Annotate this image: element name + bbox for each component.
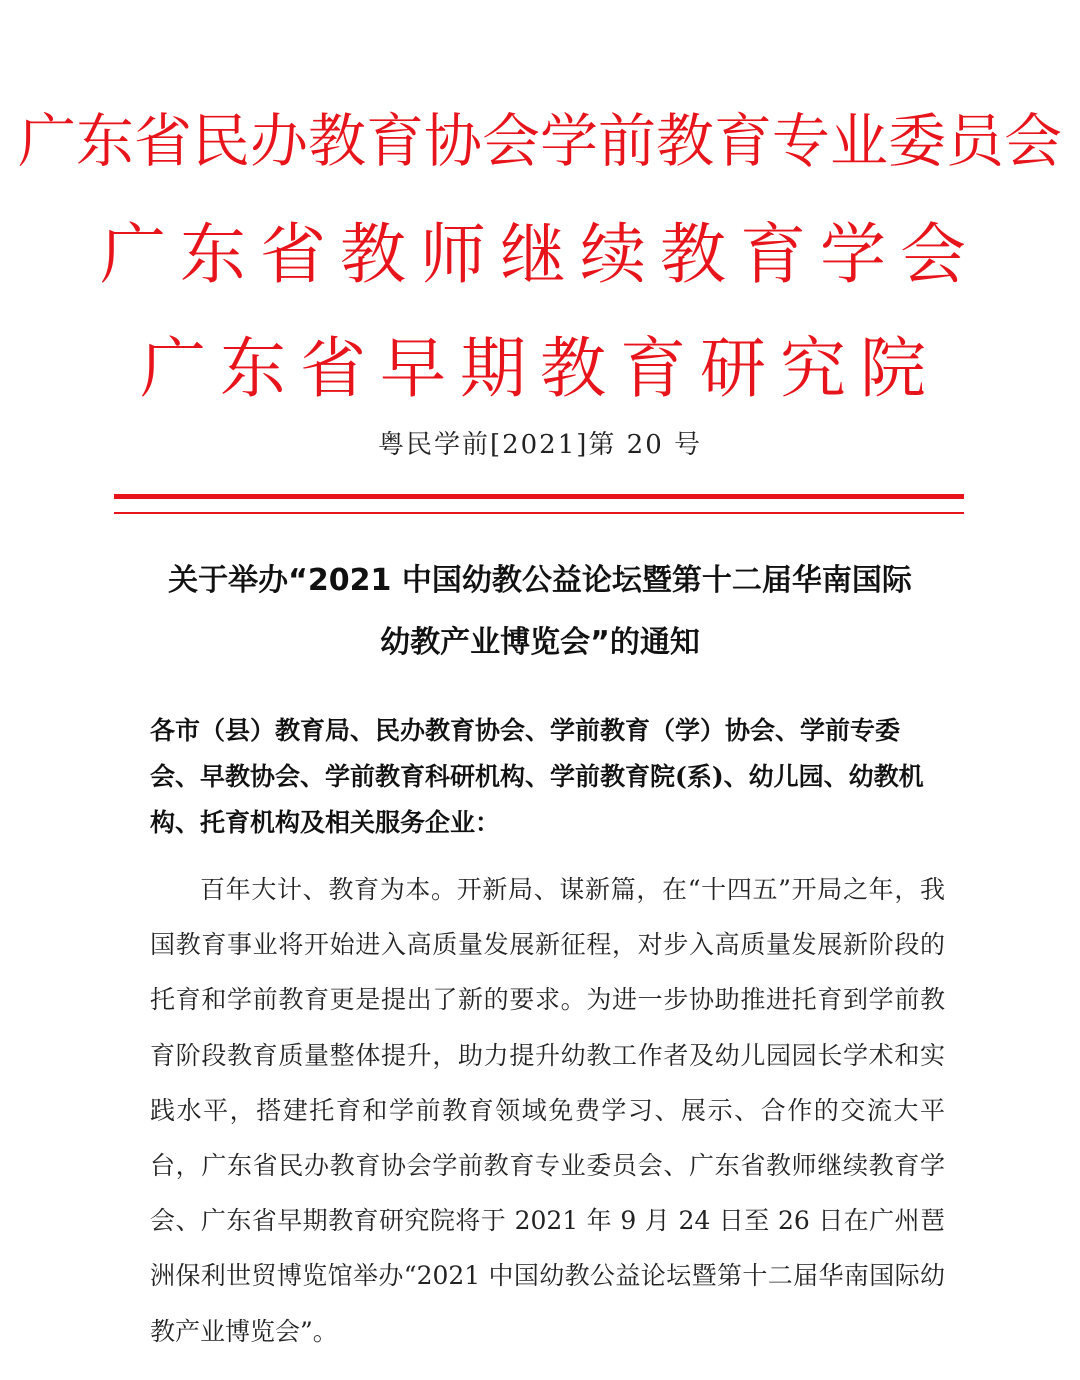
notice-title-line-2: 幼教产业博览会”的通知: [380, 625, 700, 660]
recipients-list: 各市（县）教育局、民办教育协会、学前教育（学）协会、学前专委会、早教协会、学前教育科研机构、学前教育院(系)、幼儿园、幼教机构、托育机构及相关服务企业：: [150, 716, 924, 837]
document-number: 粤民学前[2021]第 20 号: [377, 430, 703, 460]
notice-title-line-1: 关于举办“2021 中国幼教公益论坛暨第十二届华南国际: [168, 563, 912, 598]
org-name-2: 广东省教师继续教育学会: [100, 216, 980, 293]
org-name-1: 广东省民办教育协会学前教育专业委员会: [17, 107, 1062, 175]
header-divider-thin: [114, 512, 964, 514]
header-divider-thick: [114, 494, 964, 499]
body-paragraph: 百年大计、教育为本。开新局、谋新篇，在“十四五”开局之年，我国教育事业将开始进入高质量发展新征程，对步入高质量发展新阶段的托育和学前教育更是提出了新的要求。为进一步协助推进托育到学前教育阶段教育质量整体提升，助力提升幼教工作者及幼儿园园长学术和实践水平，搭建托育和学前教育领域免费学习、展示、合作的交流大平台，广东省民办教育协会学前教育专业委员会、广东省教师继续教育学会、广东省早期教育研究院将于 2021 年 9 月 24 日至 26 日在广州琶洲保利世贸博览馆举办“2021 中国幼教公益论坛暨第十二届华南国际幼教产业博览会”。: [150, 875, 945, 1346]
org-name-3: 广东省早期教育研究院: [140, 330, 940, 407]
